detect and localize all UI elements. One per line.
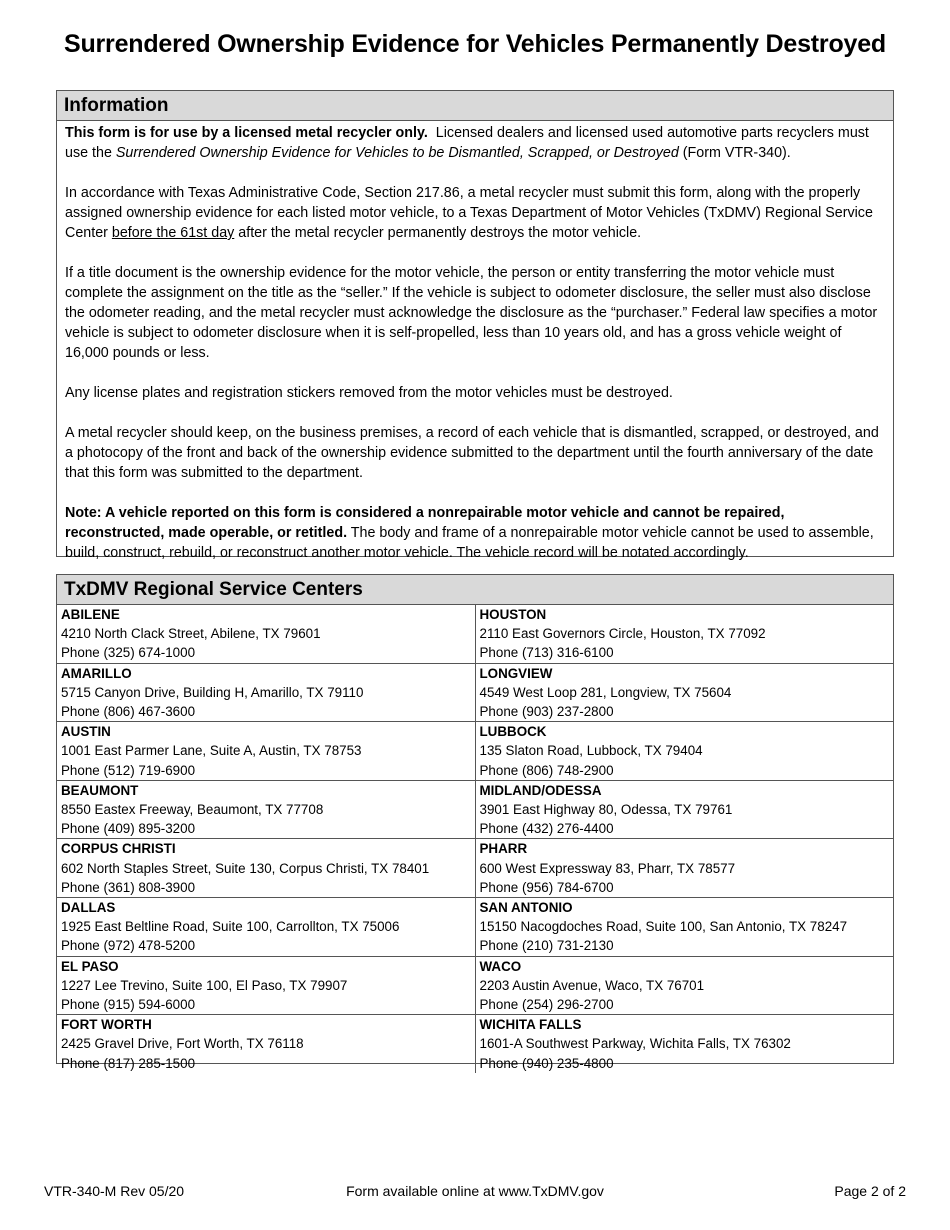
service-center-address: 4549 West Loop 281, Longview, TX 75604: [479, 684, 732, 700]
service-center-city: DALLAS: [61, 900, 116, 916]
service-center-cell: [57, 898, 475, 957]
service-center-address: 2203 Austin Avenue, Waco, TX 76701: [479, 977, 705, 993]
info-paragraph-5: A metal recycler should keep, on the business premises, a record of each vehicle that is dismantled, scrapped, or destroyed, and a photocopy of the front and back of the ownership evidence submitted to the department until the fourth anniversary of the date that this form was submitted to the department.: [65, 425, 879, 481]
service-center-phone: Phone (361) 808-3900: [61, 879, 196, 895]
information-heading: Information: [57, 91, 893, 121]
info-p2-underline: before the 61st day: [111, 225, 235, 241]
service-center-cell: [57, 780, 475, 839]
service-center-phone: Phone (956) 784-6700: [479, 879, 614, 895]
service-center-phone: Phone (409) 895-3200: [61, 821, 196, 837]
table-row: [57, 663, 893, 722]
service-center-address: 1227 Lee Trevino, Suite 100, El Paso, TX 79907: [61, 977, 348, 993]
service-center-phone: Phone (325) 674-1000: [61, 645, 196, 661]
service-center-cell: [57, 722, 475, 781]
service-center-city: AMARILLO: [61, 665, 132, 681]
service-centers-table: [57, 605, 893, 1073]
service-center-cell: [57, 605, 475, 663]
service-center-cell: [57, 1015, 475, 1073]
table-row: [57, 605, 893, 663]
service-center-address: 600 West Expressway 83, Pharr, TX 78577: [479, 860, 736, 876]
service-center-phone: Phone (915) 594-6000: [61, 997, 196, 1013]
service-center-address: 1001 East Parmer Lane, Suite A, Austin, TX 78753: [61, 743, 362, 759]
info-p6-text: The body and frame of a nonrepairable motor vehicle cannot be used to assemble, build, construct, rebuild, or reconstruct another motor vehicle. The vehicle record will be notated accordingly.: [65, 525, 874, 561]
service-center-city: WACO: [479, 958, 522, 974]
service-center-cell: [57, 956, 475, 1015]
service-center-cell: [475, 956, 893, 1015]
service-center-city: ABILENE: [61, 607, 120, 622]
service-center-city: HOUSTON: [479, 607, 547, 622]
online-notice: Form available online at www.TxDMV.gov: [346, 1183, 604, 1199]
service-center-cell: [475, 605, 893, 663]
service-center-city: LONGVIEW: [479, 665, 553, 681]
page-title: Surrendered Ownership Evidence for Vehicles Permanently Destroyed: [63, 30, 887, 58]
service-center-cell: [475, 722, 893, 781]
page-number: Page 2 of 2: [834, 1183, 906, 1199]
service-center-phone: Phone (806) 748-2900: [479, 762, 614, 778]
service-center-city: SAN ANTONIO: [479, 900, 573, 916]
info-paragraph-1: [65, 123, 885, 163]
service-center-cell: [475, 839, 893, 898]
service-center-address: 2425 Gravel Drive, Fort Worth, TX 76118: [61, 1036, 304, 1052]
service-center-city: CORPUS CHRISTI: [61, 841, 176, 857]
table-row: [57, 722, 893, 781]
service-center-address: 4210 North Clack Street, Abilene, TX 79601: [61, 626, 321, 642]
service-center-phone: Phone (713) 316-6100: [479, 645, 614, 661]
service-center-address: 1601-A Southwest Parkway, Wichita Falls, TX 76302: [479, 1036, 791, 1052]
service-center-address: 1925 East Beltline Road, Suite 100, Carrollton, TX 75006: [61, 919, 400, 935]
service-center-address: 602 North Staples Street, Suite 130, Corpus Christi, TX 78401: [61, 860, 430, 876]
service-center-address: 15150 Nacogdoches Road, Suite 100, San Antonio, TX 78247: [479, 919, 848, 935]
service-centers-heading: TxDMV Regional Service Centers: [57, 575, 893, 605]
info-paragraph-2: [65, 183, 885, 243]
service-center-city: LUBBOCK: [479, 724, 547, 740]
table-row: [57, 780, 893, 839]
service-center-city: AUSTIN: [61, 724, 111, 740]
service-center-phone: Phone (903) 237-2800: [479, 704, 614, 720]
info-p2-end: after the metal recycler permanently destroys the motor vehicle.: [234, 225, 642, 241]
information-body: [57, 121, 893, 563]
service-center-cell: [57, 663, 475, 722]
info-p1-bold: This form is for use by a licensed metal recycler only.: [65, 125, 428, 141]
service-center-phone: Phone (210) 731-2130: [479, 938, 614, 954]
info-paragraph-3: If a title document is the ownership evidence for the motor vehicle, the person or entity transferring the motor vehicle must complete the assignment on the title as the “seller.” If the vehicle is subject to odometer disclosure, the seller must also disclose the odometer reading, and the metal recycler must acknowledge the disclosure as the “purchaser.” Federal law specifies a motor vehicle is subject to odometer disclosure when it is self-propelled, less than 10 years old, and has a gross vehicle weight of 16,000 pounds or less.: [65, 265, 878, 361]
info-p1-italic: Surrendered Ownership Evidence for Vehicles to be Dismantled, Scrapped, or Destroyed: [115, 145, 679, 161]
service-center-phone: Phone (940) 235-4800: [479, 1055, 614, 1071]
table-row: [57, 1015, 893, 1073]
info-p1-text: Licensed dealers and licensed used automotive parts recyclers must use the: [65, 125, 873, 161]
info-paragraph-6: [65, 503, 885, 563]
service-center-city: WICHITA FALLS: [479, 1017, 582, 1033]
service-center-city: BEAUMONT: [61, 782, 139, 798]
service-center-city: FORT WORTH: [61, 1017, 152, 1033]
service-center-cell: [57, 839, 475, 898]
info-p6-bold: Note: A vehicle reported on this form is considered a nonrepairable motor vehicle and cannot be repaired, reconstructed, made operable, or retitled.: [65, 505, 785, 541]
table-row: [57, 956, 893, 1015]
service-center-city: EL PASO: [61, 958, 119, 974]
info-p1-end: (Form VTR-340).: [678, 145, 791, 161]
service-center-cell: [475, 663, 893, 722]
service-center-address: 2110 East Governors Circle, Houston, TX 77092: [479, 626, 766, 642]
service-center-phone: Phone (254) 296-2700: [479, 997, 614, 1013]
service-center-address: 5715 Canyon Drive, Building H, Amarillo, TX 79110: [61, 684, 364, 700]
service-center-city: PHARR: [479, 841, 528, 857]
form-id: VTR-340-M Rev 05/20: [44, 1183, 185, 1199]
service-center-cell: [475, 1015, 893, 1073]
service-center-cell: [475, 780, 893, 839]
info-paragraph-4: Any license plates and registration stickers removed from the motor vehicles must be destroyed.: [65, 385, 673, 401]
service-center-address: 135 Slaton Road, Lubbock, TX 79404: [479, 743, 703, 759]
information-section: [56, 90, 894, 561]
service-center-phone: Phone (817) 285-1500: [61, 1055, 196, 1071]
service-center-phone: Phone (432) 276-4400: [479, 821, 614, 837]
service-centers-section: [56, 574, 894, 1071]
table-row: [57, 839, 893, 898]
service-center-cell: [475, 898, 893, 957]
table-row: [57, 898, 893, 957]
service-center-city: MIDLAND/ODESSA: [479, 782, 602, 798]
info-p2-start: In accordance with Texas Administrative Code, Section 217.86, a metal recycler must submit this form, along with the properly assigned ownership evidence for each listed motor vehicle, to a Texas Department of Motor Vehicles (TxDMV) Regional Service Center: [65, 185, 873, 241]
service-center-phone: Phone (972) 478-5200: [61, 938, 196, 954]
service-center-address: 8550 Eastex Freeway, Beaumont, TX 77708: [61, 802, 324, 818]
service-center-address: 3901 East Highway 80, Odessa, TX 79761: [479, 802, 733, 818]
service-center-phone: Phone (512) 719-6900: [61, 762, 196, 778]
service-center-phone: Phone (806) 467-3600: [61, 704, 196, 720]
